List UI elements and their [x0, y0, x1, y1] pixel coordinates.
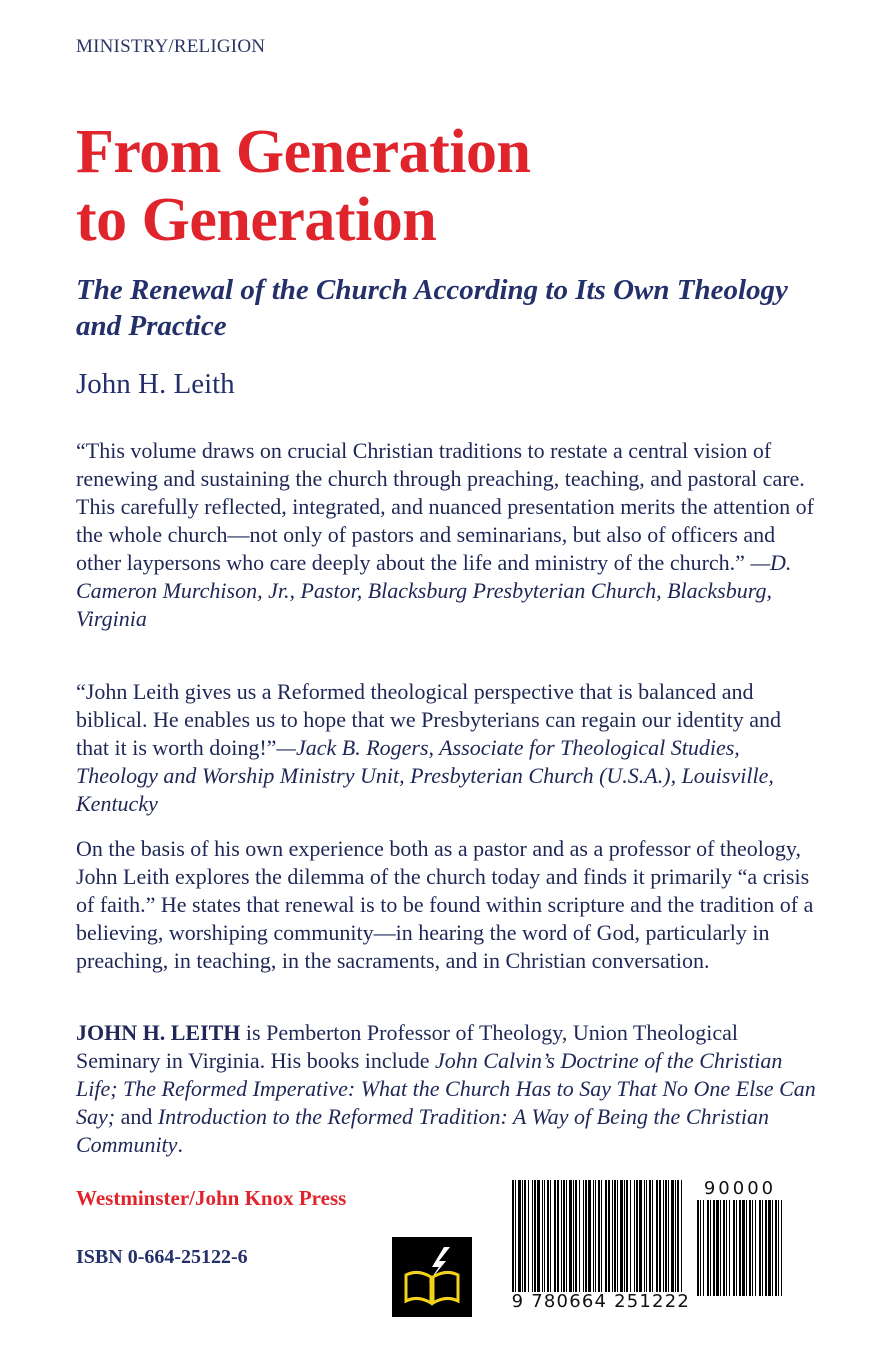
- quote-2-text: “John Leith gives us a Reformed theological perspective that is balanced and biblical. He enables us to hope that we Presbyterians can regain our identity and that it is worth doing!”: [76, 679, 782, 760]
- endorsement-quote-2: [76, 678, 816, 818]
- barcode-digits: 9 780664 251222: [511, 1291, 690, 1312]
- bio-text-3: .: [177, 1132, 183, 1157]
- price-supplement-barcode: [697, 1178, 783, 1302]
- book-summary: On the basis of his own experience both as a pastor and as a professor of theology, John Leith explores the dilemma of the church today and finds it primarily “a crisis of faith.” He states that renewal is to be found within scripture and the tradition of a believing, worshiping community—in hearing the word of God, particularly in preaching, in teaching, in the sacraments, and in Christian conversation.: [76, 836, 814, 973]
- bio-book-1: John Calvin’s Doctrine of the Christian Life; The Reformed Imperative: What the Church Has to Say That No One Else Can Say;: [76, 1048, 816, 1129]
- title-line-1: From Generation: [76, 118, 531, 186]
- isbn-barcode: [511, 1180, 690, 1316]
- endorsement-quote-1: [76, 437, 816, 633]
- bio-text-1: is Pemberton Professor of Theology, Union Theological Seminary in Virginia. His books include: [76, 1020, 738, 1073]
- bio-author-name: JOHN H. LEITH: [76, 1020, 241, 1045]
- author-name: John H. Leith: [76, 368, 235, 400]
- quote-1-text: “This volume draws on crucial Christian traditions to restate a central vision of renewing and sustaining the church through preaching, teaching, and pastoral care. This carefully reflected, integrated, and nuanced presentation merits the attention of the whole church—not only of pastors and seminarians, but also of officers and other laypersons who care deeply about the life and ministry of the church.”: [76, 438, 814, 575]
- supplement-bars: [697, 1200, 783, 1296]
- author-bio: [76, 1019, 816, 1159]
- category-label: MINISTRY/RELIGION: [76, 36, 266, 57]
- isbn-number: ISBN 0-664-25122-6: [76, 1246, 248, 1268]
- quote-2-attribution: —Jack B. Rogers, Associate for Theological Studies, Theology and Worship Ministry Unit, Presbyterian Church (U.S.A.), Louisville, Kentucky: [76, 735, 774, 816]
- book-title: [76, 118, 836, 254]
- bio-book-2: Introduction to the Reformed Tradition: A Way of Being the Christian Community: [76, 1104, 769, 1157]
- book-subtitle: The Renewal of the Church According to Its Own Theology and Practice: [76, 274, 788, 342]
- open-book-lightning-icon: [392, 1237, 472, 1317]
- title-line-2: to Generation: [76, 186, 437, 254]
- quote-1-attribution: —D. Cameron Murchison, Jr., Pastor, Blacksburg Presbyterian Church, Blacksburg, Virginia: [76, 550, 792, 631]
- bio-text-2: and: [115, 1104, 158, 1129]
- supplement-digits: 90000: [703, 1178, 777, 1199]
- publisher-name: Westminster/John Knox Press: [76, 1186, 347, 1210]
- barcode-bars: [512, 1180, 682, 1292]
